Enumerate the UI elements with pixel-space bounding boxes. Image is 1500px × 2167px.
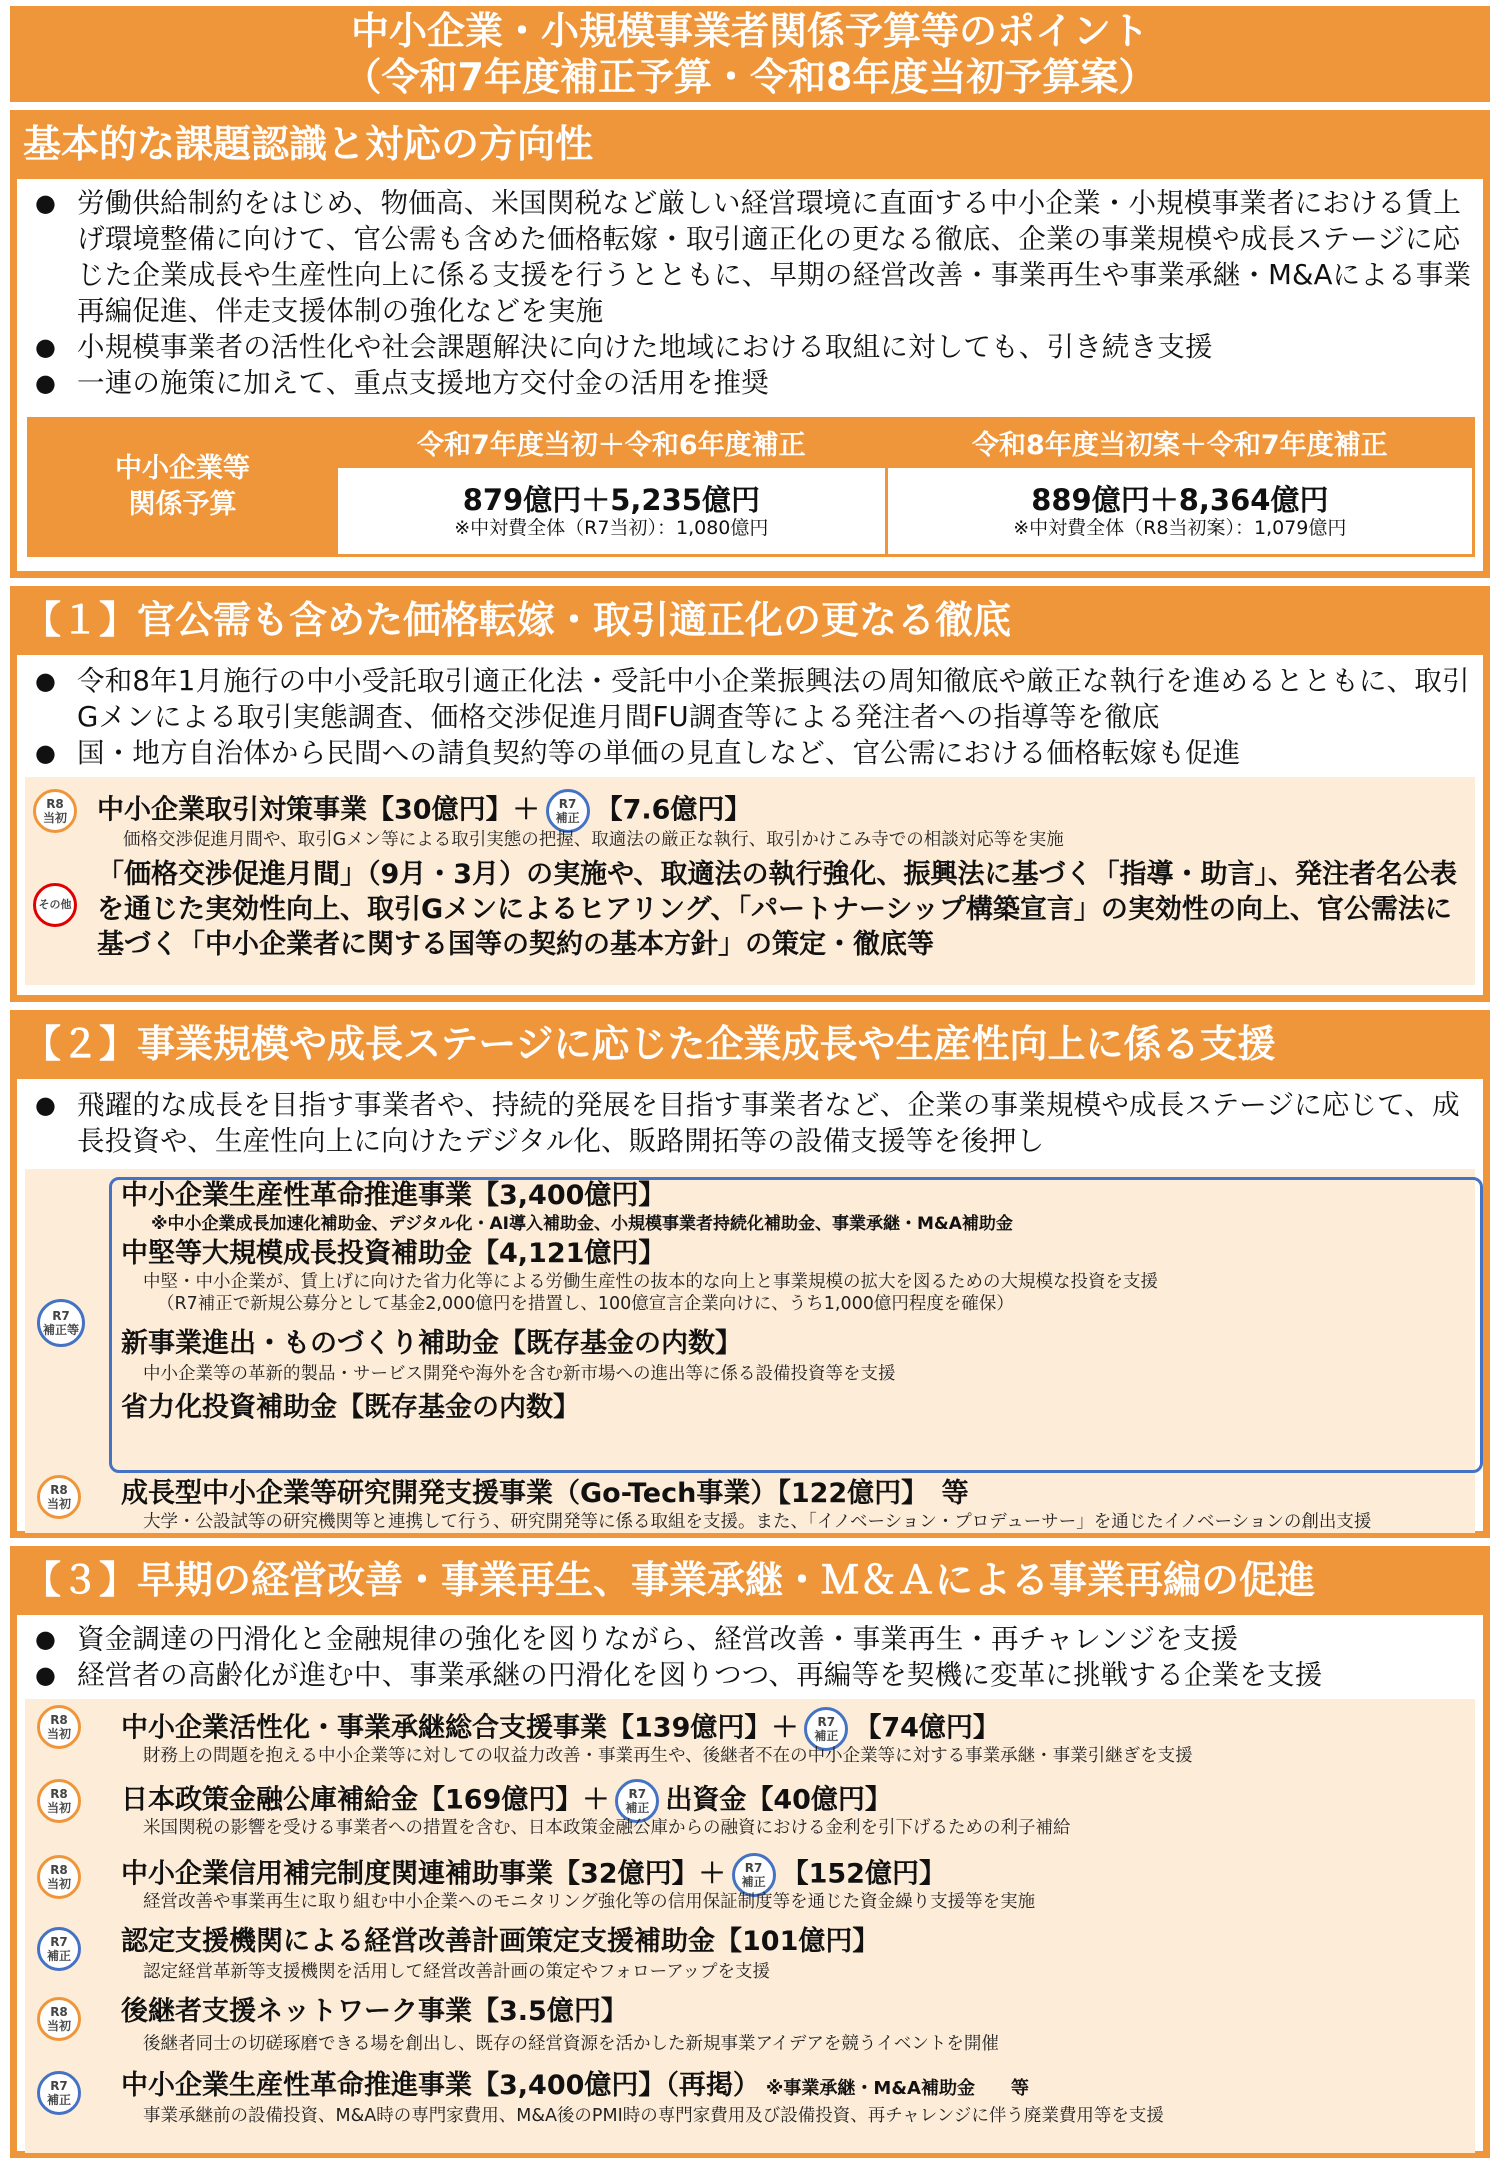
section-2-body [17,1079,1483,1531]
s2-item2-note1: 中堅・中小企業が、賃上げに向けた省力化等による労働生産性の抜本的な向上と事業規模の拡大を図るための大規模な投資を支援 [143,1272,1158,1292]
r7-supplement-badge: R7 補正 [804,1707,848,1751]
s2-item2-title: 中堅等大規模成長投資補助金【4,121億円】 [121,1238,666,1269]
s1-item1-note: 価格交渉促進月間や、取引Gメン等による取引実態の把握、取適法の厳正な執行、取引かけこみ寺での相談対応等を実施 [123,830,1064,850]
s1-item1-title: 中小企業取引対策事業【30億円】＋ R7 補正 【7.6億円】 [97,789,751,833]
s3-item-box [25,1699,1475,2153]
s2-item2-note2: （R7補正で新規公募分として基金2,000億円を措置し、100億宣言企業向けに、うち1,000億円程度を確保） [157,1294,1014,1314]
s3-item6-title: 中小企業生産性革命推進事業【3,400億円】（再掲） ※事業承継・M&A補助金 等 [121,2070,1029,2101]
s3-item3-note: 経営改善や事業再生に取り組む中小企業へのモニタリング強化等の信用保証制度等を通じた資金繰り支援等を実施 [143,1892,1036,1912]
r7-supplement-badge: R7 補正 [37,1927,81,1971]
bullet-item: ● 資金調達の円滑化と金融規律の強化を図りながら、経営改善・事業再生・再チャレンジを支援 [33,1621,1473,1657]
section-1-heading: 【１】官公需も含めた価格転嫁・取引適正化の更なる徹底 [23,598,1012,642]
section-2 [10,1010,1490,1538]
s3-item1-title: 中小企業活性化・事業承継総合支援事業【139億円】＋ R7 補正 【74億円】 [121,1707,1000,1751]
bullet-item: ● 国・地方自治体から民間への請負契約等の単価の見直しなど、官公需における価格転嫁も促進 [33,735,1473,771]
budget-col2-value: 889億円＋8,364億円 [1031,483,1329,517]
s3-item5-title: 後継者支援ネットワーク事業【3.5億円】 [121,1996,628,2027]
s3-item2-note: 米国関税の影響を受ける事業者への措置を含む、日本政策金融公庫からの融資における金利を引下げるための利子補給 [143,1818,1071,1838]
s1-item-box [25,777,1475,985]
section-1 [10,586,1490,1002]
r8-initial-badge: R8 当初 [37,1855,81,1899]
page-title [10,6,1490,102]
s3-item1-note: 財務上の問題を抱える中小企業等に対しての収益力改善・事業再生や、後継者不在の中小企業等に対する事業承継・事業引継ぎを支援 [143,1746,1193,1766]
budget-col1-note: ※中対費全体（R7当初）：1,080億円 [454,517,769,539]
s2-item4-title: 省力化投資補助金【既存基金の内数】 [121,1392,580,1423]
r7-supplement-badge: R7 補正 [615,1779,659,1823]
page-title-line1: 中小企業・小規模事業者関係予算等のポイント [350,9,1149,53]
section-3-body [17,1615,1483,2151]
s2-item1-title: 中小企業生産性革命推進事業【3,400億円】 [121,1180,666,1211]
section-3-heading: 【３】早期の経営改善・事業再生、事業承継・Ｍ＆Ａによる事業再編の促進 [23,1558,1316,1602]
s3-bullet-list [17,1615,1483,1693]
r7-supplement-badge: R7 補正 [37,2071,81,2115]
s2-item5-note: 大学・公設試等の研究機関等と連携して行う、研究開発等に係る取組を支援。また、「イノベーション・プロデューサー」を通じたイノベーションの創出支援 [143,1512,1372,1532]
r8-initial-badge: R8 当初 [33,789,77,833]
budget-label-line2: 関係予算 [128,489,237,520]
budget-col1-value: 879億円＋5,235億円 [462,483,760,517]
s2-item-box [25,1169,1475,1533]
budget-col1-head: 令和7年度当初＋令和6年度補正 [337,419,887,467]
r8-initial-badge: R8 当初 [37,1997,81,2041]
section-2-heading: 【２】事業規模や成長ステージに応じた企業成長や生産性向上に係る支援 [23,1022,1276,1066]
budget-col2-head: 令和8年度当初案＋令和7年度補正 [886,419,1473,467]
s3-item4-title: 認定支援機関による経営改善計画策定支援補助金【101億円】 [121,1926,880,1957]
r8-initial-badge: R8 当初 [37,1779,81,1823]
other-badge: その他 [33,883,77,927]
page-title-line2: （令和7年度補正予算・令和8年度当初予算案） [343,55,1157,99]
budget-col1-cell [337,467,887,556]
bullet-item: ● 一連の施策に加えて、重点支援地方交付金の活用を推奨 [33,365,1473,401]
bullet-item: ● 飛躍的な成長を目指す事業者や、持続的発展を目指す事業者など、企業の事業規模や成長ステージに応じて、成長投資や、生産性向上に向けたデジタル化、販路開拓等の設備支援等を後押し [33,1087,1473,1159]
s2-item3-note: 中小企業等の革新的製品・サービス開発や海外を含む新市場への進出等に係る設備投資等を支援 [143,1364,896,1384]
section-basic [10,110,1490,578]
r8-initial-badge: R8 当初 [37,1705,81,1749]
section-3 [10,1546,1490,2158]
s1-other-text: 「価格交渉促進月間」（9月・3月）の実施や、取適法の執行強化、振興法に基づく「指導・助言」、発注者名公表を通じた実効性向上、取引Gメンによるヒアリング、「パートナーシップ構築宣言」の実効性の向上、官公需法に基づく「中小企業者に関する国等の契約の基本方針」の策定・徹底等 [97,859,1458,960]
r7-supplement-etc-badge: R7 補正等 [37,1299,85,1347]
r7-supplement-badge: R7 補正 [732,1853,776,1897]
s2-item1-note: ※中小企業成長加速化補助金、デジタル化・AI導入補助金、小規模事業者持続化補助金、事業承継・M&A補助金 [151,1214,1013,1234]
s2-bullet-list [17,1079,1483,1159]
s2-item5-title: 成長型中小企業等研究開発支援事業（Go-Tech事業）【122億円】 等 [121,1478,969,1509]
s3-item6-title-note: ※事業承継・M&A補助金 等 [765,2078,1029,2099]
s3-item3-title: 中小企業信用補完制度関連補助事業【32億円】＋ R7 補正 【152億円】 [121,1853,946,1897]
basic-bullet-list [17,179,1483,401]
s3-item5-note: 後継者同士の切磋琢磨できる場を創出し、既存の経営資源を活かした新規事業アイデアを競うイベントを開催 [143,2034,999,2054]
budget-label-line1: 中小企業等 [115,453,250,484]
bullet-item: ● 労働供給制約をはじめ、物価高、米国関税など厳しい経営環境に直面する中小企業・小規模事業者における賃上げ環境整備に向けて、官公需も含めた価格転嫁・取引適正化の更なる徹底、企業の事業規模や成長ステージに応じた企業成長や生産性向上に係る支援を行うとともに、早期の経営改善・事業再生や事業承継・M&Aによる事業再編促進、伴走支援体制の強化などを実施 [33,185,1473,329]
s2-item3-title: 新事業進出・ものづくり補助金【既存基金の内数】 [121,1328,742,1359]
budget-table [27,417,1475,557]
bullet-item: ● 令和8年1月施行の中小受託取引適正化法・受託中小企業振興法の周知徹底や厳正な執行を進めるとともに、取引Gメンによる取引実態調査、価格交渉促進月間FU調査等による発注者への指導等を徹底 [33,663,1473,735]
budget-col2-cell [886,467,1473,556]
section-basic-heading: 基本的な課題認識と対応の方向性 [23,122,594,166]
section-basic-body [17,179,1483,571]
r7-supplement-badge: R7 補正 [546,789,590,833]
s3-item6-note: 事業承継前の設備投資、M&A時の専門家費用、M&A後のPMI時の専門家費用及び設備投資、再チャレンジに伴う廃業費用等を支援 [143,2106,1164,2126]
s3-item2-title: 日本政策金融公庫補給金【169億円】＋ R7 補正 出資金【40億円】 [121,1779,892,1823]
bullet-item: ● 経営者の高齢化が進む中、事業承継の円滑化を図りつつ、再編等を契機に変革に挑戦する企業を支援 [33,1657,1473,1693]
r8-initial-badge: R8 当初 [37,1475,81,1519]
s1-bullet-list [17,655,1483,771]
bullet-item: ● 小規模事業者の活性化や社会課題解決に向けた地域における取組に対しても、引き続き支援 [33,329,1473,365]
s3-item4-note: 認定経営革新等支援機関を活用して経営改善計画の策定やフォローアップを支援 [143,1962,771,1982]
budget-label [29,419,337,556]
section-1-body [17,655,1483,995]
budget-col2-note: ※中対費全体（R8当初案）：1,079億円 [1013,517,1347,539]
